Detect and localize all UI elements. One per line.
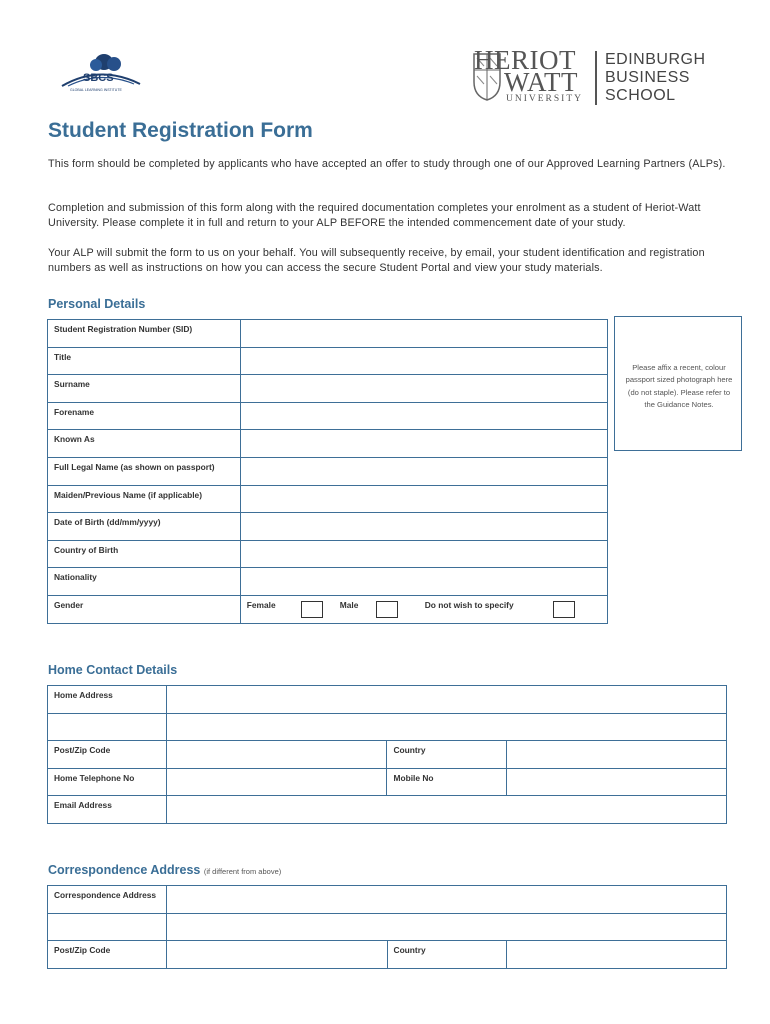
correspondence-heading-text: Correspondence Address [48, 863, 201, 877]
correspondence-address-field-2[interactable] [166, 913, 726, 941]
label-correspondence-postcode: Post/Zip Code [48, 941, 167, 969]
gender-field [240, 595, 607, 623]
home-telephone-field[interactable] [166, 768, 387, 796]
logo-divider [595, 51, 597, 105]
gender-male-checkbox[interactable] [376, 601, 398, 618]
sid-field[interactable] [240, 320, 607, 348]
full-legal-name-field[interactable] [240, 457, 607, 485]
personal-details-table [47, 319, 608, 624]
label-home-country: Country [387, 741, 507, 769]
label-gender: Gender [48, 595, 241, 623]
correspondence-heading [48, 863, 281, 877]
label-surname: Surname [48, 375, 241, 403]
correspondence-heading-note: (if different from above) [203, 867, 282, 876]
intro-paragraph-1: This form should be completed by applicants who have accepted an offer to study through one of our Approved Learning Partners (ALPs). [48, 158, 726, 170]
intro-paragraph-2: Completion and submission of this form along with the required documentation completes your enrolment as a student of Heriot-Watt University. Please complete it in full and return to your ALP BEFORE the intended commencement date of your study. [48, 202, 701, 229]
label-home-telephone: Home Telephone No [48, 768, 167, 796]
correspondence-country-field[interactable] [507, 941, 727, 969]
known-as-field[interactable] [240, 430, 607, 458]
maiden-name-field[interactable] [240, 485, 607, 513]
sbcs-logo-text: SBCS [83, 72, 114, 84]
home-address-field-2[interactable] [166, 713, 726, 741]
label-full-legal-name: Full Legal Name (as shown on passport) [48, 457, 241, 485]
heriot-watt-logo [472, 45, 727, 108]
gender-unspecified-label: Do not wish to specify [424, 599, 514, 610]
label-mobile: Mobile No [387, 768, 507, 796]
page-title: Student Registration Form [48, 119, 313, 142]
mobile-field[interactable] [507, 768, 727, 796]
personal-details-heading: Personal Details [48, 297, 146, 311]
gender-female-label: Female [246, 599, 276, 610]
title-field[interactable] [240, 347, 607, 375]
label-title: Title [48, 347, 241, 375]
hw-logo-university: UNIVERSITY [506, 94, 583, 104]
label-email: Email Address [48, 796, 167, 824]
sbcs-logo-subtext: GLOBAL LEARNING INSTITUTE [70, 88, 122, 92]
home-country-field[interactable] [507, 741, 727, 769]
gender-female-checkbox[interactable] [301, 601, 323, 618]
ebs-line3: SCHOOL [605, 87, 676, 104]
country-of-birth-field[interactable] [240, 540, 607, 568]
label-known-as: Known As [48, 430, 241, 458]
label-correspondence-address: Correspondence Address [48, 886, 167, 914]
intro-paragraph-3: Your ALP will submit the form to us on your behalf. You will subsequently receive, by email, your student identification and registration numbers as well as instructions on how you can access the secure Student Portal and view your study materials. [48, 247, 705, 274]
home-address-field-1[interactable] [166, 686, 726, 714]
label-forename: Forename [48, 402, 241, 430]
surname-field[interactable] [240, 375, 607, 403]
home-postcode-field[interactable] [166, 741, 387, 769]
label-home-postcode: Post/Zip Code [48, 741, 167, 769]
correspondence-address-field-1[interactable] [166, 886, 726, 914]
home-address-label-blank [48, 713, 167, 741]
label-maiden-name: Maiden/Previous Name (if applicable) [48, 485, 241, 513]
photo-note: Please affix a recent, colour passport sized photograph here (do not staple). Please refer to the Guidance Notes. [625, 363, 733, 409]
sbcs-logo [58, 50, 142, 96]
gender-male-label: Male [339, 599, 359, 610]
forename-field[interactable] [240, 402, 607, 430]
home-contact-heading: Home Contact Details [48, 663, 178, 677]
correspondence-address-label-blank [48, 913, 167, 941]
date-of-birth-field[interactable] [240, 513, 607, 541]
email-field[interactable] [166, 796, 726, 824]
ebs-line2: BUSINESS [605, 69, 690, 86]
label-country-of-birth: Country of Birth [48, 540, 241, 568]
hw-logo-heriot: HERIOT [474, 45, 576, 75]
correspondence-table [47, 885, 727, 969]
correspondence-postcode-field[interactable] [166, 941, 387, 969]
label-sid: Student Registration Number (SID) [48, 320, 241, 348]
ebs-line1: EDINBURGH [605, 51, 706, 68]
label-home-address: Home Address [48, 686, 167, 714]
nationality-field[interactable] [240, 568, 607, 596]
label-nationality: Nationality [48, 568, 241, 596]
gender-unspecified-checkbox[interactable] [553, 601, 575, 618]
hw-logo-watt: WATT [504, 67, 578, 97]
label-date-of-birth: Date of Birth (dd/mm/yyyy) [48, 513, 241, 541]
label-correspondence-country: Country [387, 941, 507, 969]
home-contact-table [47, 685, 727, 824]
